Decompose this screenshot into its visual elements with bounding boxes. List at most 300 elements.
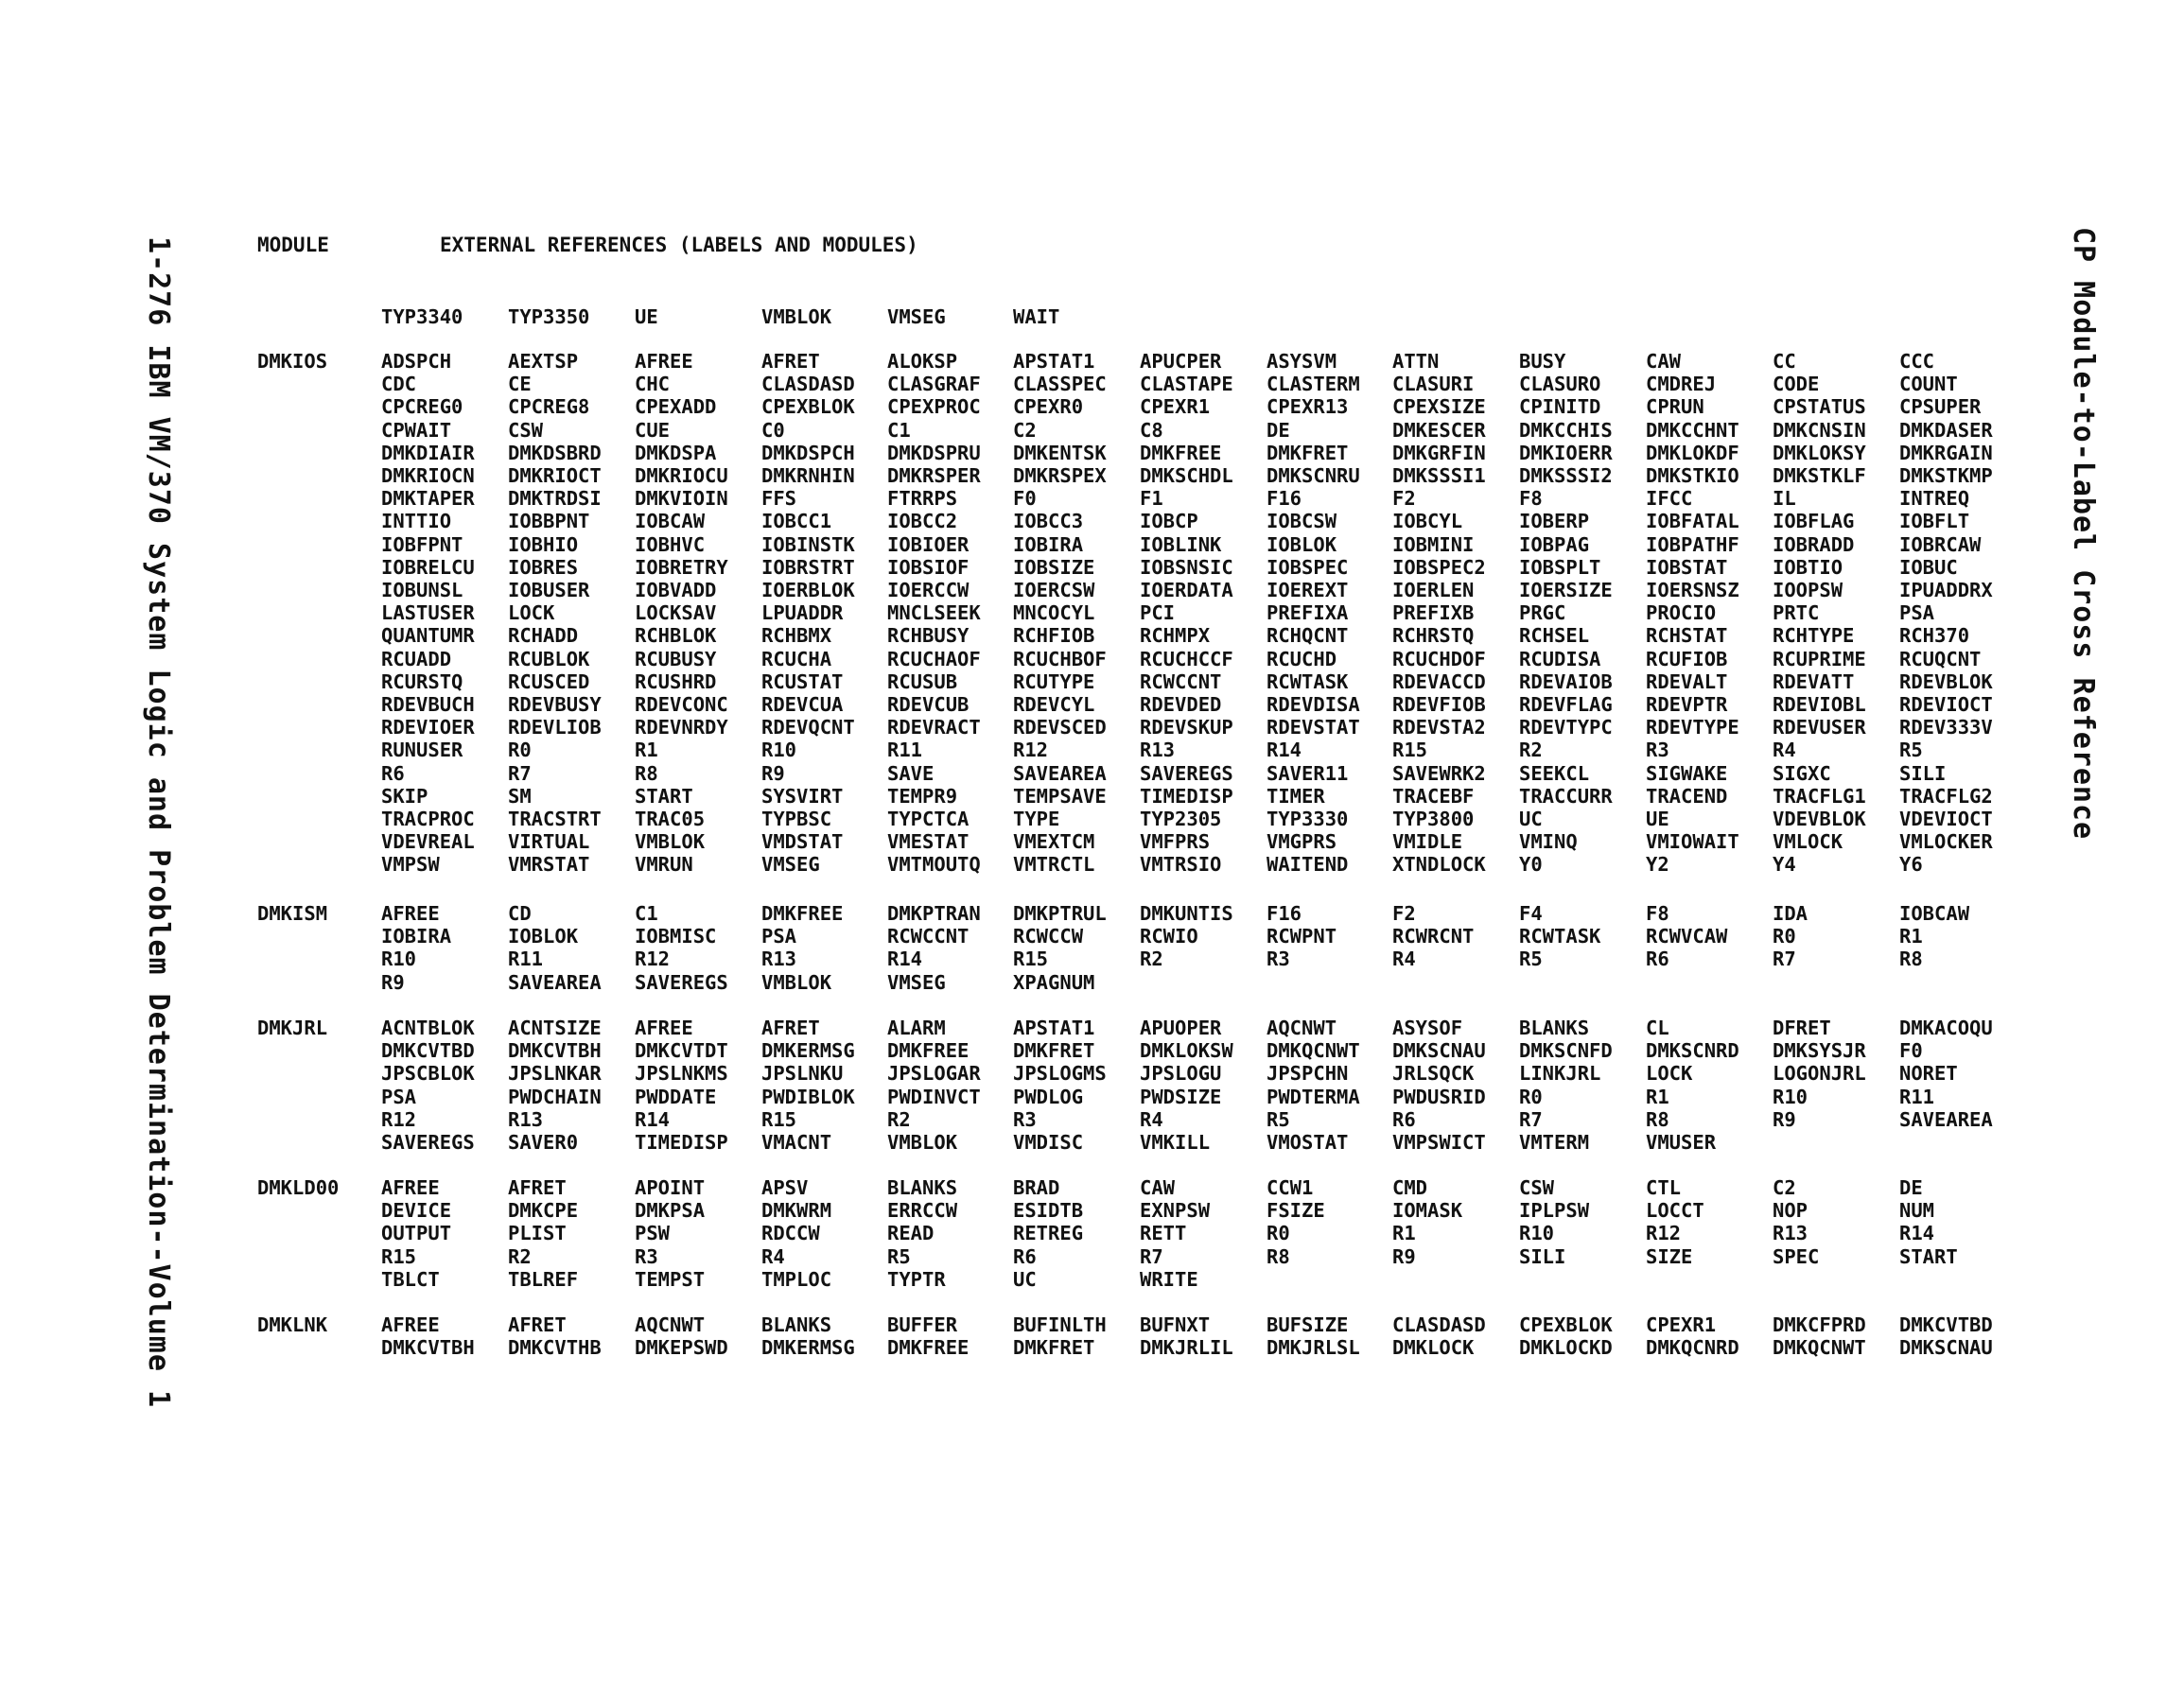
- reference-label: SILI: [1519, 1244, 1566, 1268]
- reference-label: CLASTERM: [1267, 373, 1360, 396]
- reference-label: AFREE: [635, 1017, 693, 1039]
- reference-label: VMLOCKER: [1899, 830, 1993, 854]
- reference-label: AFREE: [381, 1313, 440, 1336]
- reference-label: CPEXR1: [1646, 1313, 1717, 1336]
- reference-label: BUSY: [1519, 350, 1566, 373]
- reference-label: RDEVSKUP: [1140, 716, 1233, 739]
- reference-label: VMSEG: [887, 970, 946, 994]
- reference-label: R5: [1267, 1107, 1290, 1131]
- reference-label: F8: [1646, 902, 1669, 925]
- reference-label: DMKLOKSY: [1773, 441, 1866, 464]
- reference-label: DMKCFPRD: [1773, 1313, 1866, 1336]
- reference-row: [0, 395, 2184, 418]
- reference-label: R0: [508, 739, 532, 762]
- reference-label: R0: [1267, 1222, 1290, 1245]
- reference-label: RDEVPTR: [1646, 693, 1728, 716]
- reference-label: TYP3330: [1267, 808, 1349, 830]
- reference-label: CLASURO: [1519, 373, 1601, 396]
- reference-label: DMKCNSIN: [1773, 418, 1866, 442]
- reference-label: NOP: [1773, 1199, 1808, 1223]
- reference-label: RDEVCONC: [635, 693, 728, 716]
- reference-label: IOBSTAT: [1646, 555, 1728, 579]
- reference-label: RCUDISA: [1519, 647, 1601, 670]
- reference-label: JPSLNKU: [761, 1062, 844, 1086]
- reference-label: R13: [761, 948, 797, 971]
- reference-label: DMKDSPA: [635, 441, 717, 464]
- reference-label: RCWVCAW: [1646, 925, 1728, 948]
- reference-label: VMIOWAIT: [1646, 830, 1739, 854]
- reference-label: R2: [1140, 948, 1163, 971]
- reference-label: BLANKS: [887, 1176, 958, 1199]
- reference-label: VMINQ: [1519, 830, 1578, 854]
- reference-label: RCUCHBOF: [1013, 647, 1107, 670]
- reference-label: PWDINVCT: [887, 1085, 981, 1108]
- reference-label: MNCOCYL: [1013, 601, 1095, 625]
- reference-label: SILI: [1899, 761, 1947, 785]
- reference-label: RDEVAIOB: [1519, 670, 1613, 693]
- reference-label: UC: [1519, 808, 1543, 830]
- reference-label: CPINITD: [1519, 395, 1601, 419]
- reference-label: RCHSTAT: [1646, 624, 1728, 648]
- reference-label: IOBINSTK: [761, 532, 855, 556]
- reference-label: QUANTUMR: [381, 624, 475, 648]
- reference-label: RDEVTYPE: [1646, 716, 1739, 739]
- reference-row: [0, 853, 2184, 876]
- reference-row: [0, 1086, 2184, 1108]
- reference-label: CPEXBLOK: [1519, 1313, 1613, 1336]
- reference-label: DMKESCER: [1392, 418, 1486, 442]
- module-name: DMKIOS: [257, 350, 328, 373]
- reference-label: IOBCSW: [1267, 510, 1337, 533]
- reference-label: R4: [1392, 948, 1416, 971]
- reference-label: LINKJRL: [1519, 1062, 1601, 1086]
- reference-label: RCHQCNT: [1267, 624, 1349, 648]
- reference-label: IOBSIOF: [887, 555, 970, 579]
- reference-label: TRACCURR: [1519, 784, 1613, 808]
- reference-label: VMBLOK: [635, 830, 706, 854]
- reference-label: IOBCYL: [1392, 510, 1463, 533]
- reference-label: PREFIXA: [1267, 601, 1349, 625]
- reference-label: PWDUSRID: [1392, 1085, 1486, 1108]
- reference-label: SAVE: [887, 761, 935, 785]
- reference-label: CPEXR1: [1140, 395, 1211, 419]
- reference-label: R6: [1646, 948, 1669, 971]
- reference-row: [0, 510, 2184, 532]
- reference-label: SIZE: [1646, 1244, 1693, 1268]
- reference-label: SIGXC: [1773, 761, 1831, 785]
- reference-label: RDEVDISA: [1267, 693, 1360, 716]
- reference-label: DMKLOKDF: [1646, 441, 1739, 464]
- reference-label: PROCIO: [1646, 601, 1717, 625]
- reference-label: JPSLNKMS: [635, 1062, 728, 1086]
- reference-row: [0, 1108, 2184, 1131]
- reference-label: TIMER: [1267, 784, 1325, 808]
- reference-label: VMOSTAT: [1267, 1131, 1349, 1154]
- reference-label: R12: [635, 948, 671, 971]
- reference-label: OUTPUT: [381, 1222, 452, 1245]
- reference-label: PSA: [1899, 601, 1935, 625]
- reference-label: R0: [1773, 925, 1796, 948]
- reference-label: IFCC: [1646, 487, 1693, 511]
- reference-label: TRACFLG2: [1899, 784, 1993, 808]
- reference-label: CPEXR13: [1267, 395, 1349, 419]
- reference-label: CAW: [1646, 350, 1682, 373]
- reference-label: IOERBLOK: [761, 579, 855, 601]
- reference-label: RDEVQCNT: [761, 716, 855, 739]
- reference-label: RDEVSTA2: [1392, 716, 1486, 739]
- reference-label: RDEVACCD: [1392, 670, 1486, 693]
- reference-label: IOERCCW: [887, 579, 970, 601]
- reference-label: TYPE: [1013, 808, 1060, 830]
- reference-label: ALARM: [887, 1017, 946, 1039]
- reference-label: START: [1899, 1244, 1958, 1268]
- reference-label: RCURSTQ: [381, 670, 463, 693]
- reference-row: [0, 902, 2184, 925]
- reference-label: PCI: [1140, 601, 1176, 625]
- reference-label: CMD: [1392, 1176, 1428, 1199]
- reference-label: ASYSVM: [1267, 350, 1337, 373]
- reference-label: SKIP: [381, 784, 428, 808]
- reference-label: IOBHVC: [635, 532, 706, 556]
- reference-label: VMRSTAT: [508, 853, 590, 877]
- reference-label: RDEVCUB: [887, 693, 970, 716]
- reference-label: RCUCHAOF: [887, 647, 981, 670]
- reference-label: DMKACOQU: [1899, 1017, 1993, 1039]
- reference-label: R3: [1267, 948, 1290, 971]
- reference-label: RDEVATT: [1773, 670, 1855, 693]
- reference-label: R13: [1140, 739, 1176, 762]
- reference-label: R15: [381, 1244, 417, 1268]
- reference-label: ESIDTB: [1013, 1199, 1084, 1223]
- reference-label: IOBFLAG: [1773, 510, 1855, 533]
- reference-label: DMKDASER: [1899, 418, 1993, 442]
- reference-label: RCUCHDOF: [1392, 647, 1486, 670]
- reference-label: TEMPR9: [887, 784, 958, 808]
- reference-label: RCUTYPE: [1013, 670, 1095, 693]
- reference-label: DMKCVTBH: [381, 1336, 475, 1360]
- reference-label: LOCCT: [1646, 1199, 1704, 1223]
- reference-label: IOBUSER: [508, 579, 590, 601]
- reference-label: LPUADDR: [761, 601, 844, 625]
- reference-label: CMDREJ: [1646, 373, 1717, 396]
- reference-label: TYPCTCA: [887, 808, 970, 830]
- reference-label: RCUCHD: [1267, 647, 1337, 670]
- reference-label: C1: [635, 902, 658, 925]
- reference-label: UE: [635, 305, 658, 328]
- reference-label: CODE: [1773, 373, 1820, 396]
- reference-label: CE: [508, 373, 532, 396]
- reference-label: RDEVUSER: [1773, 716, 1866, 739]
- reference-label: VMIDLE: [1392, 830, 1463, 854]
- reference-row: [0, 373, 2184, 395]
- reference-label: IOBCC3: [1013, 510, 1084, 533]
- reference-label: R9: [761, 761, 785, 785]
- reference-label: RCHBUSY: [887, 624, 970, 648]
- reference-label: ERRCCW: [887, 1199, 958, 1223]
- reference-label: F0: [1899, 1039, 1923, 1063]
- reference-label: JPSLOGU: [1140, 1062, 1222, 1086]
- reference-label: DMKIOERR: [1519, 441, 1613, 464]
- reference-label: DMKDSBRD: [508, 441, 602, 464]
- reference-label: RDEVSTAT: [1267, 716, 1360, 739]
- reference-label: IOBSPLT: [1519, 555, 1601, 579]
- reference-label: RDEVBUSY: [508, 693, 602, 716]
- reference-label: APOINT: [635, 1176, 706, 1199]
- reference-label: DMKLOCK: [1392, 1336, 1475, 1360]
- reference-label: RCUSUB: [887, 670, 958, 693]
- reference-label: IOBTIO: [1773, 555, 1843, 579]
- reference-label: R8: [1267, 1244, 1290, 1268]
- reference-label: PSW: [635, 1222, 671, 1245]
- reference-label: TRACEND: [1646, 784, 1728, 808]
- reference-label: IOBFLT: [1899, 510, 1970, 533]
- reference-row: [0, 1062, 2184, 1085]
- reference-label: DMKWRM: [761, 1199, 832, 1223]
- reference-label: DE: [1899, 1176, 1923, 1199]
- reference-label: JPSLNKAR: [508, 1062, 602, 1086]
- reference-label: FSIZE: [1267, 1199, 1325, 1223]
- reference-label: PWDIBLOK: [761, 1085, 855, 1108]
- reference-label: IOBMINI: [1392, 532, 1475, 556]
- reference-label: BUFNXT: [1140, 1313, 1211, 1336]
- reference-label: R6: [1392, 1107, 1416, 1131]
- reference-label: TRACEBF: [1392, 784, 1475, 808]
- reference-label: DMKCVTBD: [1899, 1313, 1993, 1336]
- reference-label: RCUCHA: [761, 647, 832, 670]
- reference-label: DMKSTKIO: [1646, 464, 1739, 487]
- reference-label: VMBLOK: [761, 305, 832, 328]
- reference-label: DMKCVTBD: [381, 1039, 475, 1063]
- reference-row: [0, 579, 2184, 601]
- reference-label: IOBLOK: [508, 925, 579, 948]
- reference-label: ASYSOF: [1392, 1017, 1463, 1039]
- reference-label: RETREG: [1013, 1222, 1084, 1245]
- reference-label: IOBCC2: [887, 510, 958, 533]
- reference-label: F8: [1519, 487, 1543, 511]
- reference-label: DMKUNTIS: [1140, 902, 1233, 925]
- reference-label: DMKRGAIN: [1899, 441, 1993, 464]
- reference-label: DMKSCNRD: [1646, 1039, 1739, 1063]
- reference-label: RCUSHRD: [635, 670, 717, 693]
- reference-label: VMTMOUTQ: [887, 853, 981, 877]
- reference-label: NORET: [1899, 1062, 1958, 1086]
- reference-label: RCUPRIME: [1773, 647, 1866, 670]
- reference-label: R3: [1013, 1107, 1037, 1131]
- reference-row: [0, 1245, 2184, 1268]
- reference-label: BLANKS: [761, 1313, 832, 1336]
- reference-label: APUOPER: [1140, 1017, 1222, 1039]
- reference-label: RCHRSTQ: [1392, 624, 1475, 648]
- reference-label: TBLCT: [381, 1267, 440, 1291]
- reference-label: F4: [1519, 902, 1543, 925]
- reference-label: F2: [1392, 902, 1416, 925]
- reference-label: TRACPROC: [381, 808, 475, 830]
- reference-row: [0, 1313, 2184, 1336]
- reference-label: DMKDSPCH: [761, 441, 855, 464]
- reference-label: CPCREG0: [381, 395, 463, 419]
- reference-label: R4: [1773, 739, 1796, 762]
- reference-label: R14: [887, 948, 923, 971]
- reference-label: VMSEG: [761, 853, 820, 877]
- reference-label: CPEXADD: [635, 395, 717, 419]
- reference-row: [0, 925, 2184, 948]
- reference-label: LOCK: [508, 601, 555, 625]
- reference-row: [0, 624, 2184, 647]
- reference-label: APSV: [761, 1176, 809, 1199]
- reference-label: VMPSWICT: [1392, 1131, 1486, 1154]
- reference-label: DMKTAPER: [381, 487, 475, 511]
- reference-label: FFS: [761, 487, 797, 511]
- reference-label: IOBIOER: [887, 532, 970, 556]
- reference-label: AFRET: [761, 350, 820, 373]
- reference-row: [0, 464, 2184, 487]
- reference-label: CLASSPEC: [1013, 373, 1107, 396]
- reference-label: PSA: [381, 1085, 417, 1108]
- reference-label: VMPSW: [381, 853, 440, 877]
- reference-label: RDEVIOCT: [1899, 693, 1993, 716]
- reference-label: R3: [1646, 739, 1669, 762]
- reference-label: RCHBMX: [761, 624, 832, 648]
- reference-label: SAVEREGS: [381, 1131, 475, 1154]
- reference-label: C0: [761, 418, 785, 442]
- reference-row: [0, 948, 2184, 970]
- reference-label: CAW: [1140, 1176, 1176, 1199]
- reference-row: [0, 716, 2184, 739]
- reference-label: R12: [1646, 1222, 1682, 1245]
- reference-label: R9: [381, 970, 405, 994]
- reference-label: Y2: [1646, 853, 1669, 877]
- reference-label: VMDISC: [1013, 1131, 1084, 1154]
- reference-label: PWDLOG: [1013, 1085, 1084, 1108]
- reference-label: VMFPRS: [1140, 830, 1211, 854]
- reference-label: IOBSPEC2: [1392, 555, 1486, 579]
- reference-label: APSTAT1: [1013, 1017, 1095, 1039]
- reference-label: PRGC: [1519, 601, 1566, 625]
- reference-label: DMKQCNRD: [1646, 1336, 1739, 1360]
- reference-label: IOBRES: [508, 555, 579, 579]
- reference-label: CL: [1646, 1017, 1669, 1039]
- reference-label: VMBLOK: [887, 1131, 958, 1154]
- reference-label: IOBVADD: [635, 579, 717, 601]
- reference-row: [0, 350, 2184, 373]
- reference-label: DMKSSSI1: [1392, 464, 1486, 487]
- reference-label: VMTRSIO: [1140, 853, 1222, 877]
- reference-label: RDEVRACT: [887, 716, 981, 739]
- module-name: DMKLNK: [257, 1313, 328, 1336]
- reference-label: DMKPTRUL: [1013, 902, 1107, 925]
- reference-label: DMKSTKLF: [1773, 464, 1866, 487]
- reference-label: START: [635, 784, 693, 808]
- reference-label: IOBCAW: [1899, 902, 1970, 925]
- reference-label: JPSPCHN: [1267, 1062, 1349, 1086]
- reference-label: RDEVBLOK: [1899, 670, 1993, 693]
- reference-label: IOBMISC: [635, 925, 717, 948]
- reference-label: RDEVTYPC: [1519, 716, 1613, 739]
- reference-label: Y4: [1773, 853, 1796, 877]
- reference-label: R11: [887, 739, 923, 762]
- reference-label: IL: [1773, 487, 1796, 511]
- reference-label: R5: [1519, 948, 1543, 971]
- reference-label: SAVER11: [1267, 761, 1349, 785]
- reference-label: DMKCVTBH: [508, 1039, 602, 1063]
- reference-label: IOBUNSL: [381, 579, 463, 601]
- reference-label: SAVER0: [508, 1131, 579, 1154]
- reference-row: [0, 830, 2184, 853]
- reference-label: MNCLSEEK: [887, 601, 981, 625]
- reference-label: R13: [1773, 1222, 1808, 1245]
- reference-row: [0, 1268, 2184, 1291]
- reference-label: R5: [1899, 739, 1923, 762]
- reference-label: DMKERMSG: [761, 1039, 855, 1063]
- reference-label: VDEVBLOK: [1773, 808, 1866, 830]
- reference-label: VMBLOK: [761, 970, 832, 994]
- reference-label: CLASDASD: [761, 373, 855, 396]
- reference-label: IOBCAW: [635, 510, 706, 533]
- reference-label: AFREE: [381, 902, 440, 925]
- reference-label: DMKSTKMP: [1899, 464, 1993, 487]
- reference-label: R0: [1519, 1085, 1543, 1108]
- module-name: DMKJRL: [257, 1017, 328, 1039]
- reference-label: EXNPSW: [1140, 1199, 1211, 1223]
- reference-label: RUNUSER: [381, 739, 463, 762]
- reference-row: [0, 971, 2184, 994]
- reference-label: LOGONJRL: [1773, 1062, 1866, 1086]
- reference-label: IOBFATAL: [1646, 510, 1739, 533]
- reference-label: RCWIO: [1140, 925, 1198, 948]
- reference-row: [0, 670, 2184, 693]
- reference-label: DMKRIOCN: [381, 464, 475, 487]
- reference-label: DMKPTRAN: [887, 902, 981, 925]
- reference-label: IOERCSW: [1013, 579, 1095, 601]
- reference-label: AQCNWT: [635, 1313, 706, 1336]
- reference-label: IPUADDRX: [1899, 579, 1993, 601]
- reference-label: R7: [1773, 948, 1796, 971]
- reference-label: F16: [1267, 487, 1302, 511]
- reference-label: R14: [1267, 739, 1302, 762]
- reference-label: DMKDSPRU: [887, 441, 981, 464]
- reference-label: AQCNWT: [1267, 1017, 1337, 1039]
- reference-label: CTL: [1646, 1176, 1682, 1199]
- left-running-head: 1-276 IBM VM/370 System Logic and Problem Determination--Volume 1: [142, 236, 175, 1408]
- reference-label: DMKJRLSL: [1267, 1336, 1360, 1360]
- reference-label: LASTUSER: [381, 601, 475, 625]
- reference-label: F2: [1392, 487, 1416, 511]
- reference-label: RCUADD: [381, 647, 452, 670]
- reference-label: PLIST: [508, 1222, 567, 1245]
- reference-label: TYP3800: [1392, 808, 1475, 830]
- reference-label: RCHBLOK: [635, 624, 717, 648]
- reference-row: [0, 1222, 2184, 1244]
- reference-label: R3: [635, 1244, 658, 1268]
- reference-label: RCWCCNT: [1140, 670, 1222, 693]
- reference-label: CCW1: [1267, 1176, 1314, 1199]
- reference-label: DMKSCHDL: [1140, 464, 1233, 487]
- reference-label: RDEVIOER: [381, 716, 475, 739]
- reference-label: DMKFRET: [1013, 1336, 1095, 1360]
- reference-label: R15: [1392, 739, 1428, 762]
- reference-label: RDEVIOBL: [1773, 693, 1866, 716]
- reference-label: R1: [1392, 1222, 1416, 1245]
- reference-label: TYPTR: [887, 1267, 946, 1291]
- reference-label: PSA: [761, 925, 797, 948]
- reference-label: DMKGRFIN: [1392, 441, 1486, 464]
- reference-label: RCWCCNT: [887, 925, 970, 948]
- reference-label: DMKRNHIN: [761, 464, 855, 487]
- reference-label: RDEVCYL: [1013, 693, 1095, 716]
- reference-label: DMKERMSG: [761, 1336, 855, 1360]
- reference-label: VMLOCK: [1773, 830, 1843, 854]
- reference-label: ALOKSP: [887, 350, 958, 373]
